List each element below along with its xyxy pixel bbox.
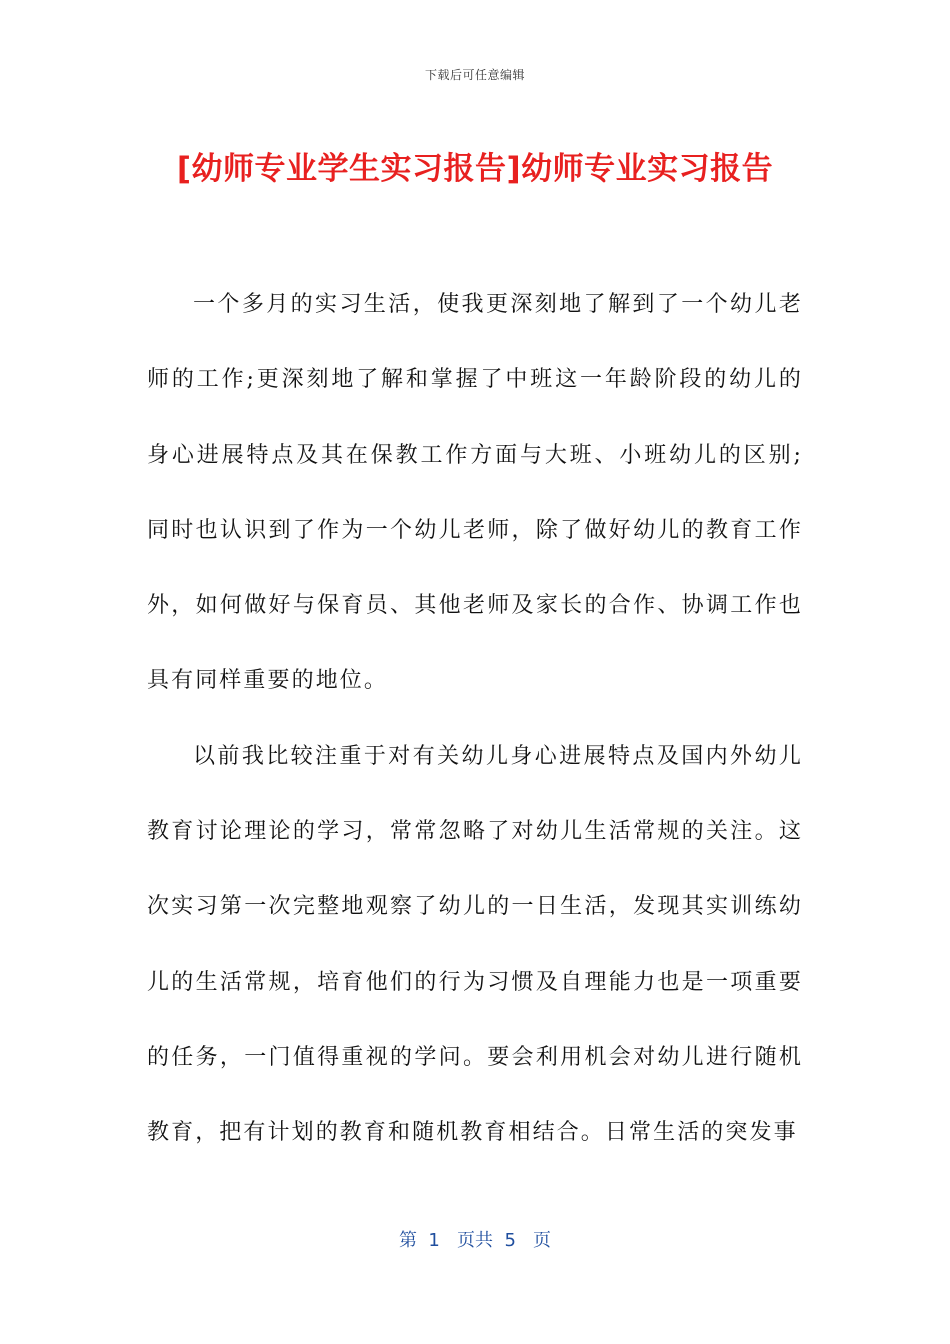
document-body [147, 267, 803, 1171]
download-note: 下载后可任意编辑 [424, 68, 525, 82]
document-title: [幼师专业学生实习报告]幼师专业实习报告 [176, 151, 774, 187]
page-number-footer: 第 1 页共 5 页 [398, 1230, 552, 1251]
paragraph-2: 以前我比较注重于对有关幼儿身心进展特点及国内外幼儿教育讨论理论的学习，常常忽略了对幼儿生活常规的关注。这次实习第一次完整地观察了幼儿的一日生活，发现其实训练幼儿的生活常规，培育他们的行为习惯及自理能力也是一项重要的任务，一门值得重视的学问。要会利用机会对幼儿进行随机教育，把有计划的教育和随机教育相结合。日常生活的突发事 [147, 743, 803, 1146]
paragraph-1: 一个多月的实习生活，使我更深刻地了解到了一个幼儿老师的工作;更深刻地了解和掌握了中班这一年龄阶段的幼儿的身心进展特点及其在保教工作方面与大班、小班幼儿的区别;同时也认识到了作为一个幼儿老师，除了做好幼儿的教育工作外，如何做好与保育员、其他老师及家长的合作、协调工作也具有同样重要的地位。 [147, 292, 803, 694]
